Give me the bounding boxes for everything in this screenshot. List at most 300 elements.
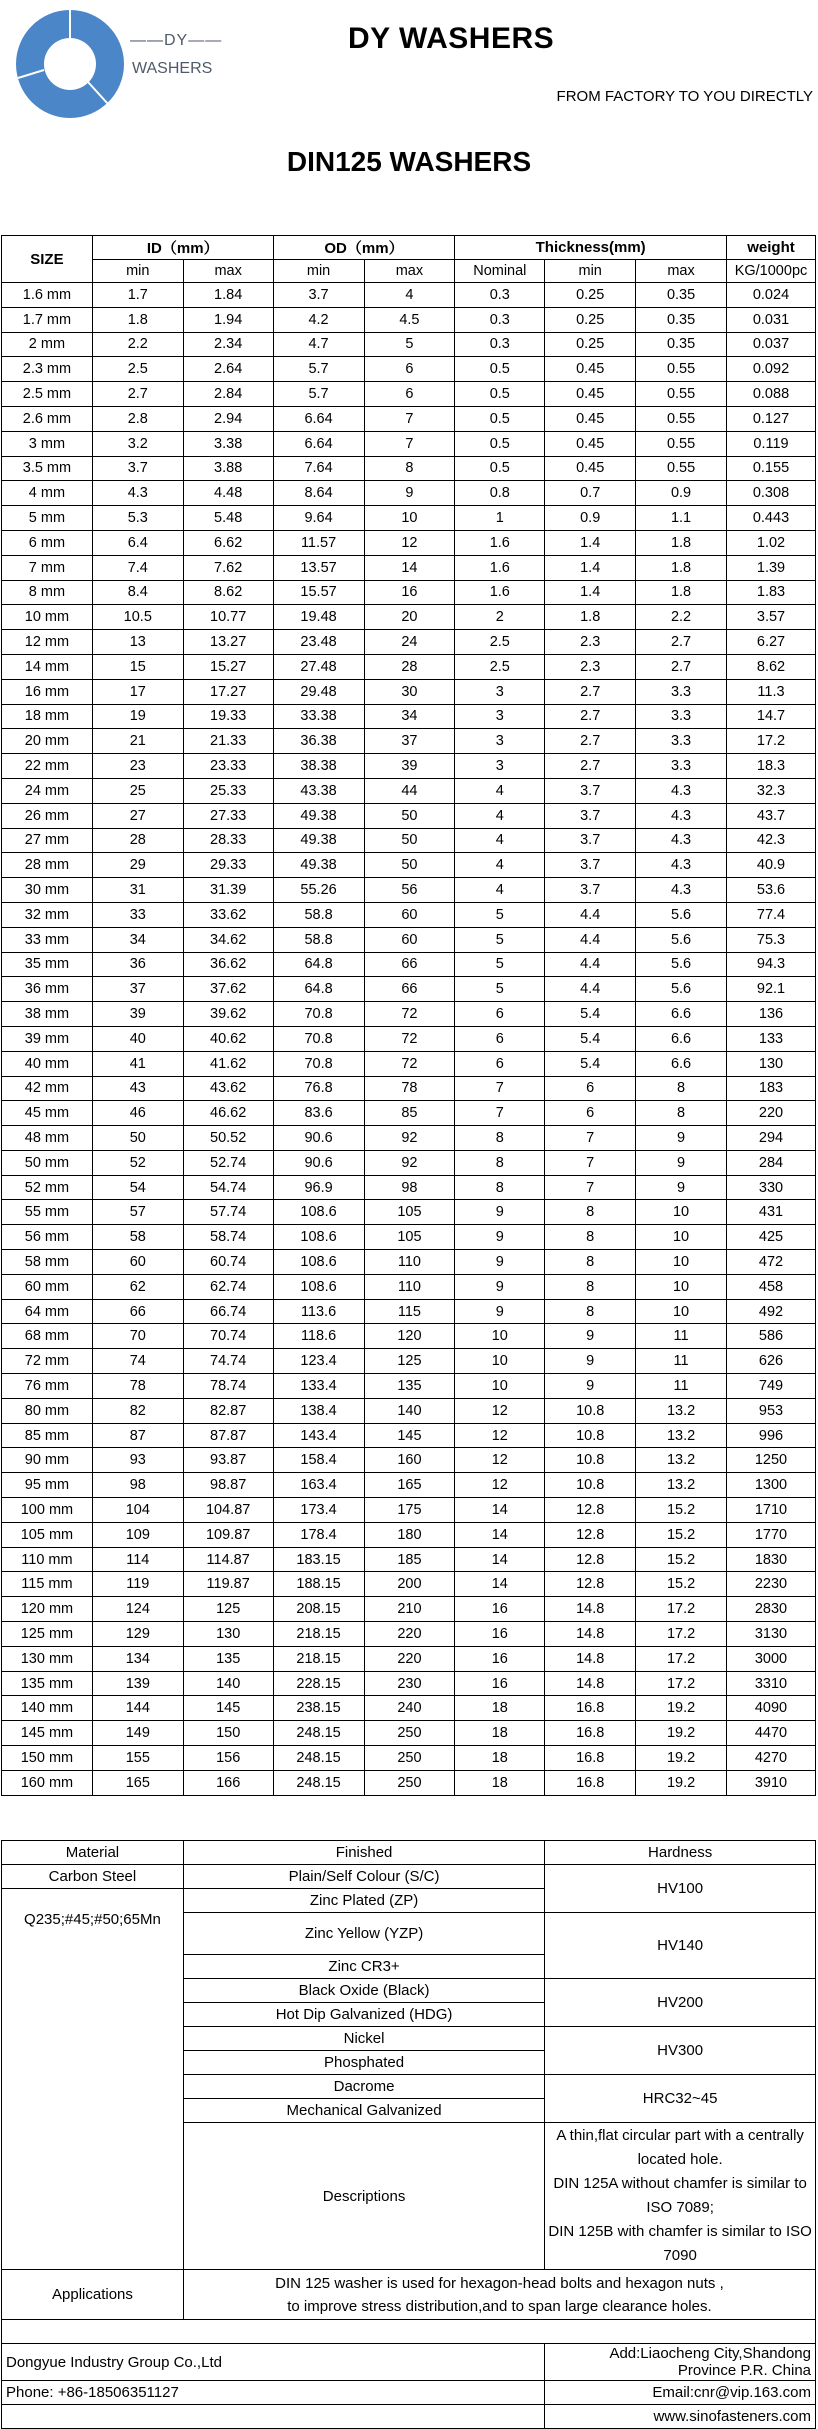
cell-od-max: 92 xyxy=(364,1150,455,1175)
cell-od-max: 145 xyxy=(364,1423,455,1448)
cell-od-min: 13.57 xyxy=(273,555,364,580)
cell-od-max: 85 xyxy=(364,1101,455,1126)
cell-od-max: 110 xyxy=(364,1250,455,1275)
cell-thk-max: 3.3 xyxy=(636,679,727,704)
cell-thk-min: 0.45 xyxy=(545,406,636,431)
cell-thk-max: 6.6 xyxy=(636,1002,727,1027)
cell-thk-nominal: 10 xyxy=(455,1374,545,1399)
cell-od-max: 210 xyxy=(364,1597,455,1622)
table-row xyxy=(2,679,816,704)
logo-text-bottom: WASHERS xyxy=(132,60,213,77)
cell-size: 33 mm xyxy=(2,927,93,952)
cell-id-min: 98 xyxy=(92,1473,183,1498)
cell-id-min: 37 xyxy=(92,977,183,1002)
cell-thk-nominal: 5 xyxy=(455,977,545,1002)
cell-od-max: 34 xyxy=(364,704,455,729)
cell-id-max: 2.84 xyxy=(183,382,273,407)
cell-id-max: 21.33 xyxy=(183,729,273,754)
cell-thk-nominal: 9 xyxy=(455,1250,545,1275)
cell-od-min: 238.15 xyxy=(273,1696,364,1721)
cell-od-max: 175 xyxy=(364,1498,455,1523)
table-row xyxy=(2,506,816,531)
cell-thk-max: 6.6 xyxy=(636,1051,727,1076)
cell-size: 27 mm xyxy=(2,828,93,853)
cell-size: 100 mm xyxy=(2,1498,93,1523)
cell-thk-nominal: 12 xyxy=(455,1473,545,1498)
cell-thk-max: 5.6 xyxy=(636,927,727,952)
cell-od-max: 115 xyxy=(364,1299,455,1324)
cell-thk-min: 7 xyxy=(545,1150,636,1175)
cell-thk-max: 4.3 xyxy=(636,803,727,828)
cell-od-min: 8.64 xyxy=(273,481,364,506)
cell-thk-nominal: 2.5 xyxy=(455,654,545,679)
cell-thk-max: 4.3 xyxy=(636,878,727,903)
cell-id-max: 2.94 xyxy=(183,406,273,431)
cell-od-min: 178.4 xyxy=(273,1522,364,1547)
cell-id-max: 17.27 xyxy=(183,679,273,704)
cell-id-max: 25.33 xyxy=(183,778,273,803)
cell-weight: 4470 xyxy=(726,1721,815,1746)
cell-thk-min: 2.7 xyxy=(545,704,636,729)
table-row xyxy=(2,927,816,952)
cell-thk-nominal: 3 xyxy=(455,704,545,729)
cell-id-max: 6.62 xyxy=(183,530,273,555)
finish-nickel: Nickel xyxy=(183,2027,544,2051)
table-row xyxy=(2,902,816,927)
cell-weight: 586 xyxy=(726,1324,815,1349)
cell-size: 22 mm xyxy=(2,754,93,779)
cell-weight: 3130 xyxy=(726,1622,815,1647)
cell-size: 80 mm xyxy=(2,1398,93,1423)
cell-od-min: 7.64 xyxy=(273,456,364,481)
cell-size: 8 mm xyxy=(2,580,93,605)
cell-od-max: 20 xyxy=(364,605,455,630)
cell-weight: 0.127 xyxy=(726,406,815,431)
cell-od-max: 7 xyxy=(364,406,455,431)
cell-weight: 220 xyxy=(726,1101,815,1126)
cell-id-max: 13.27 xyxy=(183,630,273,655)
cell-thk-max: 2.7 xyxy=(636,654,727,679)
cell-thk-max: 0.55 xyxy=(636,357,727,382)
table-row xyxy=(2,1026,816,1051)
cell-size: 60 mm xyxy=(2,1274,93,1299)
cell-thk-max: 3.3 xyxy=(636,754,727,779)
cell-thk-min: 3.7 xyxy=(545,803,636,828)
cell-weight: 996 xyxy=(726,1423,815,1448)
cell-od-max: 16 xyxy=(364,580,455,605)
cell-size: 150 mm xyxy=(2,1746,93,1771)
cell-id-max: 2.34 xyxy=(183,332,273,357)
cell-thk-nominal: 18 xyxy=(455,1696,545,1721)
table-row xyxy=(2,1101,816,1126)
table-row xyxy=(2,1423,816,1448)
cell-thk-min: 8 xyxy=(545,1299,636,1324)
cell-thk-max: 5.6 xyxy=(636,977,727,1002)
cell-od-min: 173.4 xyxy=(273,1498,364,1523)
cell-size: 50 mm xyxy=(2,1150,93,1175)
cell-od-min: 64.8 xyxy=(273,952,364,977)
cell-weight: 133 xyxy=(726,1026,815,1051)
cell-thk-nominal: 1.6 xyxy=(455,530,545,555)
cell-od-min: 49.38 xyxy=(273,828,364,853)
cell-od-max: 250 xyxy=(364,1721,455,1746)
cell-od-min: 6.64 xyxy=(273,431,364,456)
table-row xyxy=(2,977,816,1002)
cell-id-max: 135 xyxy=(183,1646,273,1671)
cell-od-min: 76.8 xyxy=(273,1076,364,1101)
cell-od-min: 108.6 xyxy=(273,1274,364,1299)
cell-thk-max: 11 xyxy=(636,1349,727,1374)
company-title: DY WASHERS xyxy=(348,22,555,55)
cell-od-max: 72 xyxy=(364,1026,455,1051)
cell-thk-nominal: 0.3 xyxy=(455,307,545,332)
cell-thk-nominal: 8 xyxy=(455,1126,545,1151)
cell-id-min: 1.8 xyxy=(92,307,183,332)
cell-id-min: 2.8 xyxy=(92,406,183,431)
cell-od-min: 248.15 xyxy=(273,1721,364,1746)
cell-thk-min: 3.7 xyxy=(545,878,636,903)
table-row xyxy=(2,754,816,779)
table-row xyxy=(2,605,816,630)
table-row xyxy=(2,555,816,580)
cell-id-max: 7.62 xyxy=(183,555,273,580)
cell-thk-nominal: 9 xyxy=(455,1225,545,1250)
spacer-row xyxy=(2,2320,816,2344)
cell-id-min: 31 xyxy=(92,878,183,903)
cell-id-min: 60 xyxy=(92,1250,183,1275)
cell-id-min: 17 xyxy=(92,679,183,704)
cell-od-max: 66 xyxy=(364,952,455,977)
cell-thk-max: 10 xyxy=(636,1200,727,1225)
cell-od-max: 5 xyxy=(364,332,455,357)
cell-thk-max: 5.6 xyxy=(636,952,727,977)
cell-weight: 0.443 xyxy=(726,506,815,531)
cell-thk-max: 0.55 xyxy=(636,456,727,481)
cell-od-max: 6 xyxy=(364,382,455,407)
cell-size: 39 mm xyxy=(2,1026,93,1051)
cell-size: 48 mm xyxy=(2,1126,93,1151)
cell-weight: 1250 xyxy=(726,1448,815,1473)
table-row xyxy=(2,1225,816,1250)
cell-weight: 4270 xyxy=(726,1746,815,1771)
finish-zinc-cr3: Zinc CR3+ xyxy=(183,1955,544,1979)
cell-thk-nominal: 5 xyxy=(455,927,545,952)
cell-thk-max: 0.9 xyxy=(636,481,727,506)
table-row xyxy=(2,1646,816,1671)
cell-thk-max: 17.2 xyxy=(636,1646,727,1671)
table-row xyxy=(2,778,816,803)
cell-id-max: 2.64 xyxy=(183,357,273,382)
cell-weight: 11.3 xyxy=(726,679,815,704)
cell-od-max: 140 xyxy=(364,1398,455,1423)
table-row xyxy=(2,580,816,605)
cell-size: 36 mm xyxy=(2,977,93,1002)
cell-thk-nominal: 6 xyxy=(455,1026,545,1051)
cell-thk-nominal: 4 xyxy=(455,778,545,803)
cell-weight: 75.3 xyxy=(726,927,815,952)
description-line: DIN 125B with chamfer is similar to ISO 7090 xyxy=(548,2223,812,2264)
cell-size: 64 mm xyxy=(2,1299,93,1324)
cell-thk-min: 5.4 xyxy=(545,1026,636,1051)
table-row xyxy=(2,357,816,382)
cell-weight: 6.27 xyxy=(726,630,815,655)
cell-thk-min: 0.45 xyxy=(545,456,636,481)
cell-id-min: 15 xyxy=(92,654,183,679)
cell-id-max: 4.48 xyxy=(183,481,273,506)
cell-size: 5 mm xyxy=(2,506,93,531)
cell-size: 130 mm xyxy=(2,1646,93,1671)
cell-thk-min: 12.8 xyxy=(545,1572,636,1597)
cell-thk-min: 1.4 xyxy=(545,580,636,605)
cell-size: 40 mm xyxy=(2,1051,93,1076)
cell-size: 26 mm xyxy=(2,803,93,828)
cell-od-min: 4.2 xyxy=(273,307,364,332)
cell-id-min: 36 xyxy=(92,952,183,977)
cell-od-min: 183.15 xyxy=(273,1547,364,1572)
cell-thk-nominal: 12 xyxy=(455,1423,545,1448)
cell-id-max: 130 xyxy=(183,1622,273,1647)
cell-od-min: 64.8 xyxy=(273,977,364,1002)
cell-thk-nominal: 6 xyxy=(455,1051,545,1076)
cell-id-max: 10.77 xyxy=(183,605,273,630)
cell-weight: 3910 xyxy=(726,1770,815,1795)
header-weight: weight xyxy=(726,236,815,260)
cell-thk-nominal: 0.5 xyxy=(455,431,545,456)
cell-weight: 1.39 xyxy=(726,555,815,580)
cell-od-max: 92 xyxy=(364,1126,455,1151)
descriptions-text xyxy=(545,2123,816,2270)
cell-size: 1.7 mm xyxy=(2,307,93,332)
table-row xyxy=(2,729,816,754)
table-row xyxy=(2,1398,816,1423)
header-hardness: Hardness xyxy=(545,1841,816,1865)
cell-od-max: 200 xyxy=(364,1572,455,1597)
description-line: A thin,flat circular part with a centrally located hole. xyxy=(556,2127,804,2168)
cell-od-min: 90.6 xyxy=(273,1150,364,1175)
cell-id-min: 23 xyxy=(92,754,183,779)
cell-id-max: 43.62 xyxy=(183,1076,273,1101)
material-steel-grades: Q235;#45;#50;65Mn xyxy=(2,1889,184,2270)
cell-thk-max: 15.2 xyxy=(636,1547,727,1572)
cell-size: 3 mm xyxy=(2,431,93,456)
cell-id-min: 114 xyxy=(92,1547,183,1572)
cell-id-max: 37.62 xyxy=(183,977,273,1002)
cell-weight: 136 xyxy=(726,1002,815,1027)
cell-id-min: 21 xyxy=(92,729,183,754)
table-row xyxy=(2,1349,816,1374)
cell-thk-nominal: 18 xyxy=(455,1746,545,1771)
cell-thk-nominal: 9 xyxy=(455,1274,545,1299)
cell-od-min: 23.48 xyxy=(273,630,364,655)
cell-size: 52 mm xyxy=(2,1175,93,1200)
cell-weight: 1710 xyxy=(726,1498,815,1523)
cell-thk-nominal: 8 xyxy=(455,1150,545,1175)
cell-weight: 4090 xyxy=(726,1696,815,1721)
cell-thk-nominal: 4 xyxy=(455,828,545,853)
cell-od-min: 228.15 xyxy=(273,1671,364,1696)
cell-thk-max: 0.35 xyxy=(636,332,727,357)
cell-id-min: 8.4 xyxy=(92,580,183,605)
cell-id-max: 40.62 xyxy=(183,1026,273,1051)
cell-thk-max: 9 xyxy=(636,1175,727,1200)
cell-thk-max: 13.2 xyxy=(636,1448,727,1473)
cell-thk-nominal: 7 xyxy=(455,1101,545,1126)
cell-id-min: 27 xyxy=(92,803,183,828)
cell-thk-min: 8 xyxy=(545,1200,636,1225)
cell-thk-max: 11 xyxy=(636,1324,727,1349)
cell-od-min: 143.4 xyxy=(273,1423,364,1448)
cell-thk-max: 9 xyxy=(636,1126,727,1151)
table-row xyxy=(2,283,816,308)
cell-id-max: 1.94 xyxy=(183,307,273,332)
cell-size: 85 mm xyxy=(2,1423,93,1448)
table-row xyxy=(2,803,816,828)
cell-od-max: 78 xyxy=(364,1076,455,1101)
cell-thk-max: 19.2 xyxy=(636,1696,727,1721)
cell-size: 140 mm xyxy=(2,1696,93,1721)
cell-size: 20 mm xyxy=(2,729,93,754)
cell-od-max: 44 xyxy=(364,778,455,803)
cell-id-max: 8.62 xyxy=(183,580,273,605)
cell-thk-min: 12.8 xyxy=(545,1498,636,1523)
cell-od-min: 38.38 xyxy=(273,754,364,779)
cell-od-min: 5.7 xyxy=(273,357,364,382)
cell-thk-min: 1.4 xyxy=(545,530,636,555)
cell-size: 30 mm xyxy=(2,878,93,903)
table-row xyxy=(2,1572,816,1597)
cell-id-max: 74.74 xyxy=(183,1349,273,1374)
cell-od-min: 118.6 xyxy=(273,1324,364,1349)
cell-weight: 42.3 xyxy=(726,828,815,853)
cell-od-max: 50 xyxy=(364,853,455,878)
table-row xyxy=(2,406,816,431)
cell-thk-min: 0.45 xyxy=(545,357,636,382)
cell-od-min: 33.38 xyxy=(273,704,364,729)
cell-id-max: 150 xyxy=(183,1721,273,1746)
cell-thk-min: 14.8 xyxy=(545,1671,636,1696)
finish-dacrome: Dacrome xyxy=(183,2075,544,2099)
cell-thk-min: 3.7 xyxy=(545,828,636,853)
cell-weight: 92.1 xyxy=(726,977,815,1002)
cell-thk-max: 0.55 xyxy=(636,406,727,431)
cell-id-min: 50 xyxy=(92,1126,183,1151)
table-row xyxy=(2,1250,816,1275)
cell-thk-max: 8 xyxy=(636,1101,727,1126)
cell-id-min: 43 xyxy=(92,1076,183,1101)
cell-thk-nominal: 14 xyxy=(455,1522,545,1547)
cell-od-max: 220 xyxy=(364,1622,455,1647)
cell-od-min: 218.15 xyxy=(273,1622,364,1647)
cell-weight: 32.3 xyxy=(726,778,815,803)
cell-od-min: 138.4 xyxy=(273,1398,364,1423)
cell-id-min: 10.5 xyxy=(92,605,183,630)
cell-thk-nominal: 10 xyxy=(455,1324,545,1349)
cell-od-min: 70.8 xyxy=(273,1026,364,1051)
cell-thk-min: 16.8 xyxy=(545,1721,636,1746)
cell-size: 115 mm xyxy=(2,1572,93,1597)
sub-id-max: max xyxy=(183,260,273,283)
cell-thk-nominal: 8 xyxy=(455,1175,545,1200)
cell-id-max: 50.52 xyxy=(183,1126,273,1151)
cell-od-min: 3.7 xyxy=(273,283,364,308)
page-header xyxy=(0,0,818,235)
cell-size: 58 mm xyxy=(2,1250,93,1275)
cell-thk-min: 3.7 xyxy=(545,853,636,878)
cell-thk-max: 1.8 xyxy=(636,530,727,555)
cell-thk-max: 11 xyxy=(636,1374,727,1399)
cell-thk-max: 0.55 xyxy=(636,382,727,407)
cell-thk-min: 6 xyxy=(545,1101,636,1126)
cell-od-max: 180 xyxy=(364,1522,455,1547)
cell-id-min: 66 xyxy=(92,1299,183,1324)
cell-thk-max: 10 xyxy=(636,1274,727,1299)
cell-od-max: 110 xyxy=(364,1274,455,1299)
cell-od-min: 188.15 xyxy=(273,1572,364,1597)
logo-text-top: ——DY—— xyxy=(130,32,223,49)
cell-od-min: 96.9 xyxy=(273,1175,364,1200)
cell-od-max: 60 xyxy=(364,927,455,952)
table-row xyxy=(2,1002,816,1027)
cell-weight: 0.155 xyxy=(726,456,815,481)
cell-size: 24 mm xyxy=(2,778,93,803)
cell-id-max: 54.74 xyxy=(183,1175,273,1200)
cell-thk-min: 14.8 xyxy=(545,1597,636,1622)
cell-thk-min: 4.4 xyxy=(545,952,636,977)
cell-weight: 77.4 xyxy=(726,902,815,927)
cell-od-min: 5.7 xyxy=(273,382,364,407)
cell-thk-max: 13.2 xyxy=(636,1398,727,1423)
cell-thk-nominal: 0.5 xyxy=(455,456,545,481)
table-row xyxy=(2,1498,816,1523)
cell-thk-nominal: 16 xyxy=(455,1622,545,1647)
cell-thk-min: 6 xyxy=(545,1076,636,1101)
cell-thk-nominal: 3 xyxy=(455,754,545,779)
cell-thk-min: 2.3 xyxy=(545,654,636,679)
cell-thk-min: 10.8 xyxy=(545,1423,636,1448)
cell-id-max: 104.87 xyxy=(183,1498,273,1523)
cell-od-min: 90.6 xyxy=(273,1126,364,1151)
cell-od-min: 15.57 xyxy=(273,580,364,605)
table-row xyxy=(2,828,816,853)
cell-id-min: 2.2 xyxy=(92,332,183,357)
footer-website[interactable]: www.sinofasteners.com xyxy=(545,2405,816,2429)
table-row xyxy=(2,1721,816,1746)
cell-thk-min: 9 xyxy=(545,1349,636,1374)
cell-od-max: 9 xyxy=(364,481,455,506)
cell-thk-nominal: 4 xyxy=(455,853,545,878)
cell-thk-min: 10.8 xyxy=(545,1473,636,1498)
finish-zinc-yellow: Zinc Yellow (YZP) xyxy=(183,1913,544,1955)
cell-size: 4 mm xyxy=(2,481,93,506)
table-row xyxy=(2,853,816,878)
cell-od-max: 160 xyxy=(364,1448,455,1473)
cell-thk-min: 4.4 xyxy=(545,977,636,1002)
cell-thk-max: 8 xyxy=(636,1076,727,1101)
cell-size: 42 mm xyxy=(2,1076,93,1101)
cell-id-min: 139 xyxy=(92,1671,183,1696)
table-row xyxy=(2,1746,816,1771)
cell-thk-nominal: 2.5 xyxy=(455,630,545,655)
cell-weight: 0.119 xyxy=(726,431,815,456)
cell-id-min: 78 xyxy=(92,1374,183,1399)
cell-id-max: 27.33 xyxy=(183,803,273,828)
cell-id-max: 31.39 xyxy=(183,878,273,903)
cell-thk-min: 10.8 xyxy=(545,1448,636,1473)
cell-thk-max: 10 xyxy=(636,1250,727,1275)
cell-od-min: 158.4 xyxy=(273,1448,364,1473)
finish-plain: Plain/Self Colour (S/C) xyxy=(183,1865,544,1889)
cell-thk-min: 1.4 xyxy=(545,555,636,580)
